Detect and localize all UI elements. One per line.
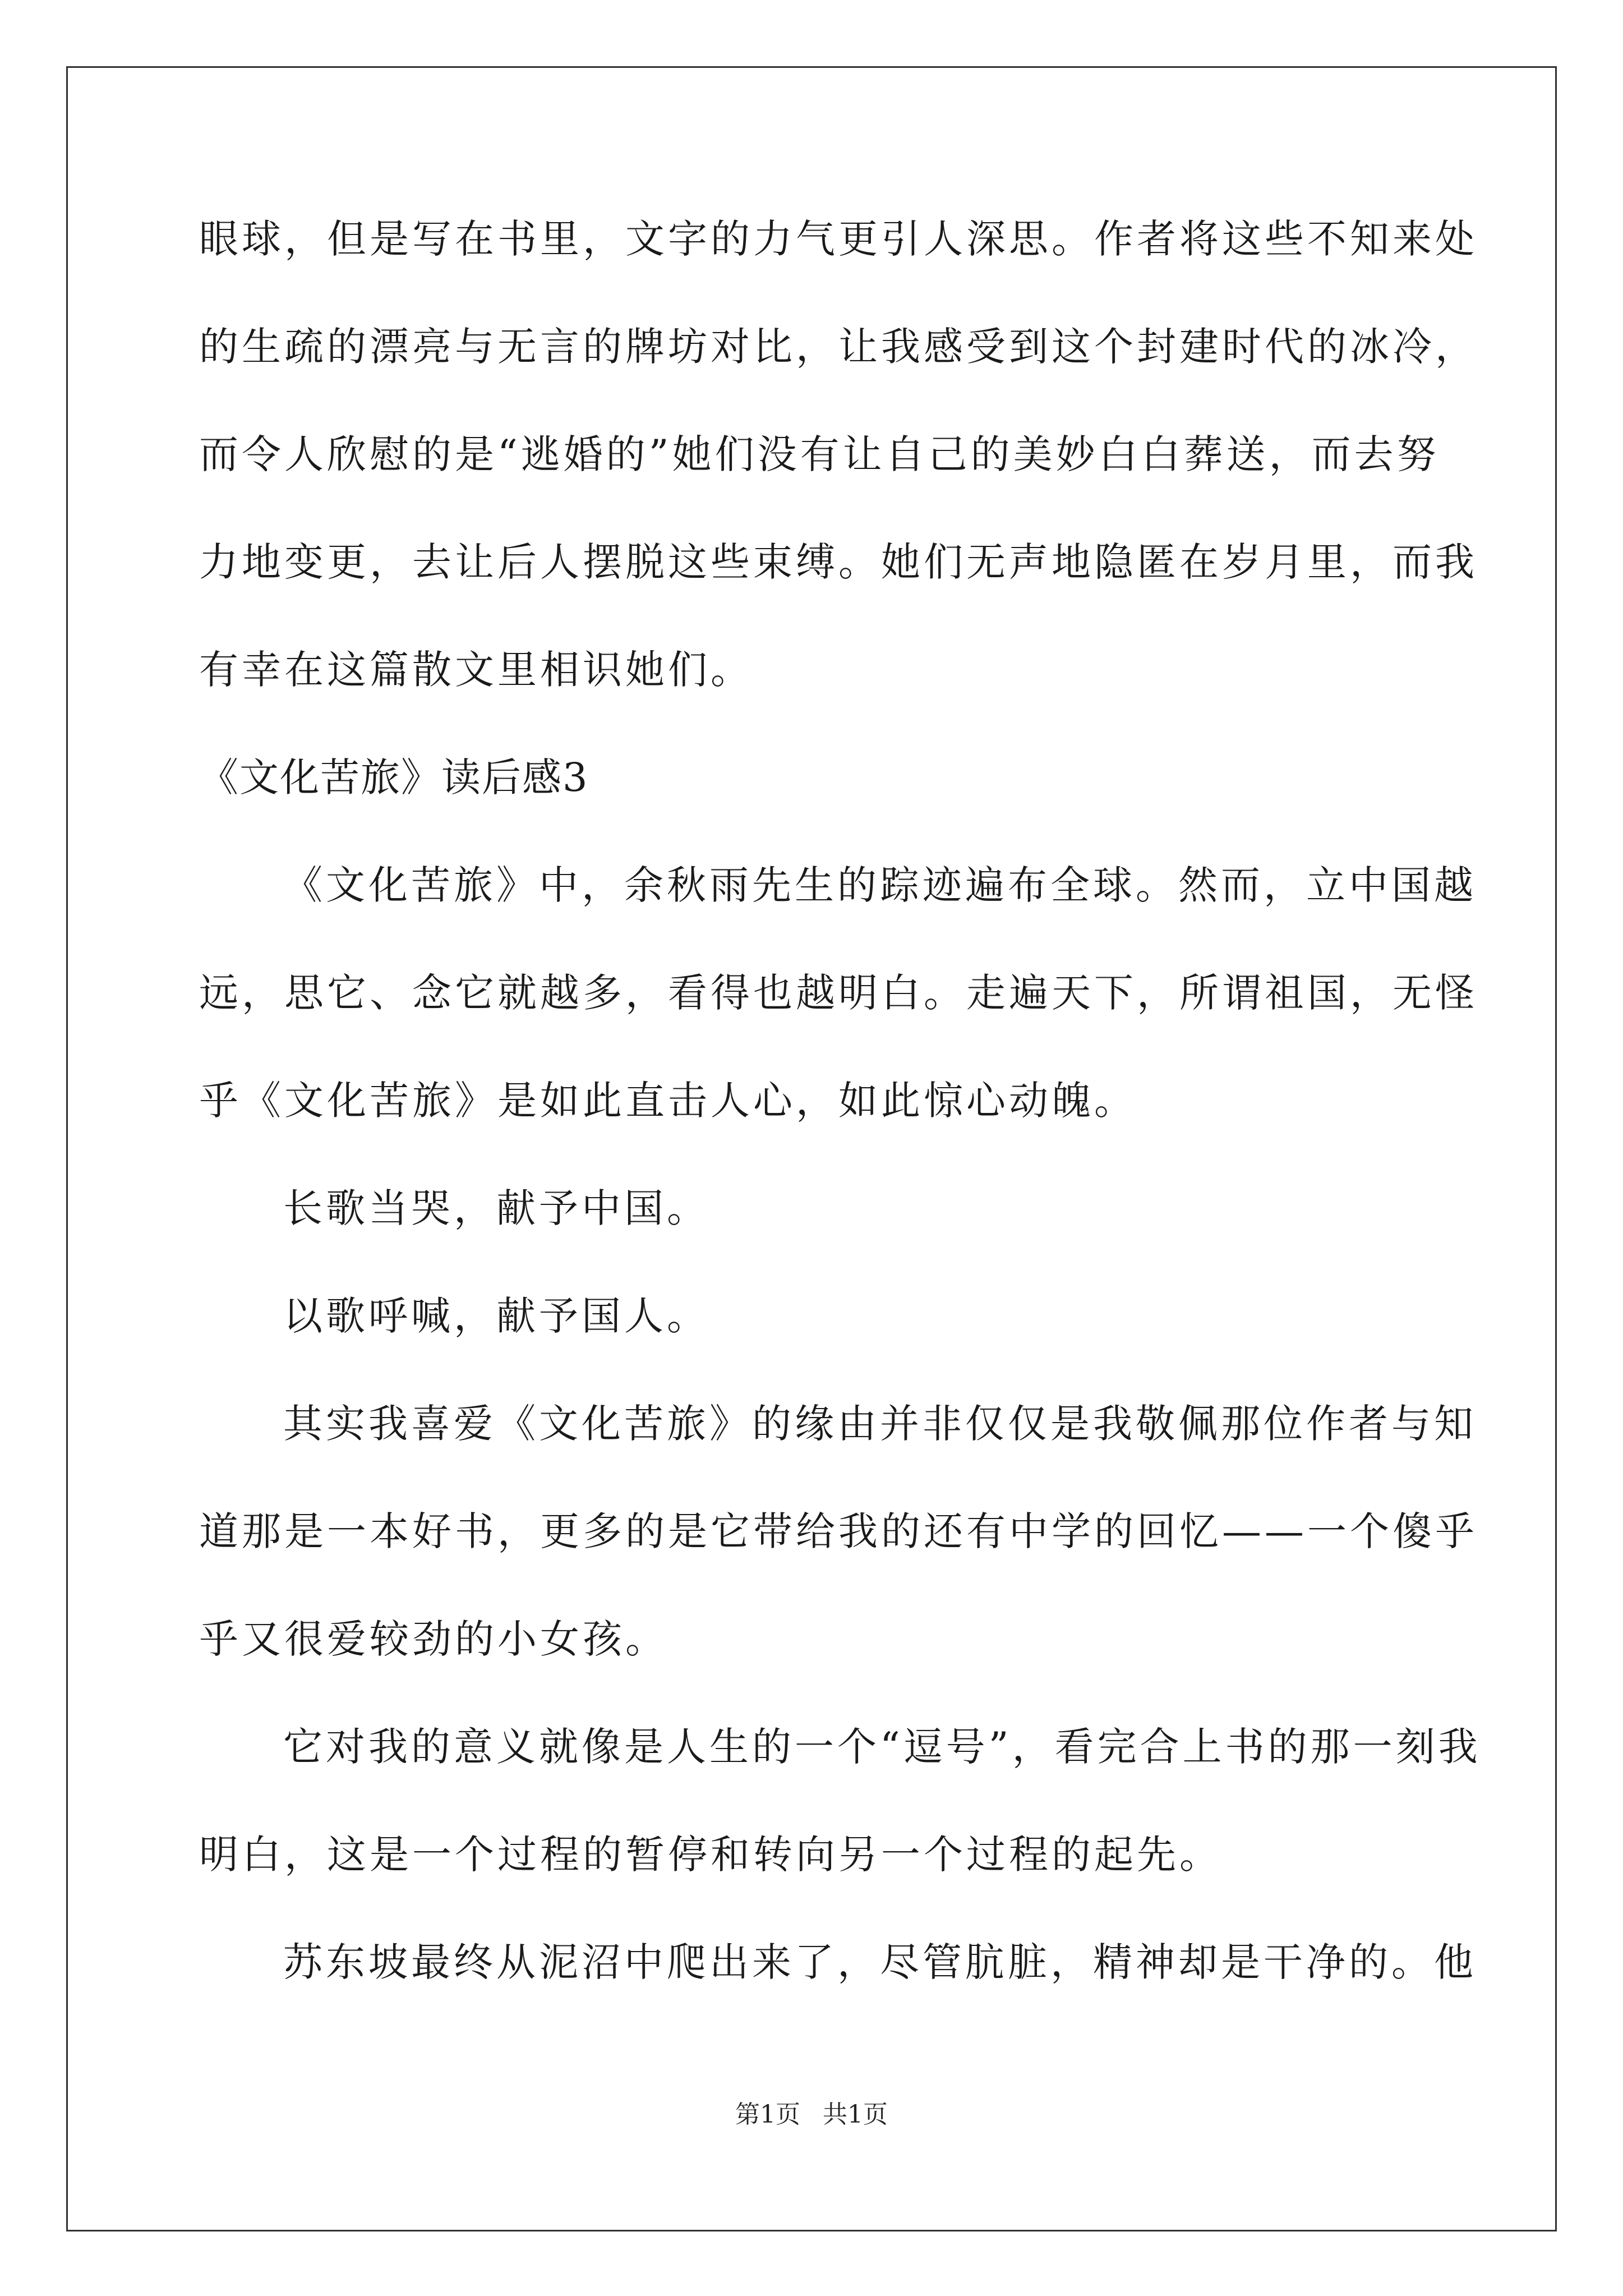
paragraph-first-line: 其实我喜爱《文化苦旅》的缘由并非仅仅是我敬佩那位作者与知 [283, 1401, 1477, 1447]
text-line: 有幸在这篇散文里相识她们。 [199, 647, 753, 693]
document-body [199, 212, 1481, 2043]
text-line: 的生疏的漂亮与无言的牌坊对比，让我感受到这个封建时代的冰冷， [199, 324, 1478, 370]
page-number: 第1页 [735, 2100, 800, 2129]
section-heading: 《文化苦旅》读后感3 [199, 754, 589, 800]
paragraph-first-line: 以歌呼喊，献予国人。 [283, 1293, 709, 1339]
page-total: 共1页 [823, 2100, 888, 2129]
text-line: 乎又很爱较劲的小女孩。 [199, 1616, 668, 1662]
text-line: 力地变更，去让后人摆脱这些束缚。她们无声地隐匿在岁月里，而我 [199, 539, 1478, 585]
text-line: 明白，这是一个过程的暂停和转向另一个过程的起先。 [199, 1832, 1222, 1878]
text-line: 远，思它、念它就越多，看得也越明白。走遍天下，所谓祖国，无怪 [199, 970, 1478, 1016]
paragraph-first-line: 苏东坡最终从泥沼中爬出来了，尽管肮脏，精神却是干净的。他 [283, 1939, 1477, 1985]
text-line: 而令人欣慰的是“逃婚的”她们没有让自己的美妙白白葬送，而去努 [199, 431, 1440, 477]
text-line: 眼球，但是写在书里，文字的力气更引人深思。作者将这些不知来处 [199, 216, 1478, 262]
paragraph-first-line: 《文化苦旅》中，余秋雨先生的踪迹遍布全球。然而，立中国越 [283, 862, 1477, 908]
paragraph-first-line: 长歌当哭，献予中国。 [283, 1185, 709, 1231]
page-footer [0, 2098, 1623, 2132]
text-line: 道那是一本好书，更多的是它带给我的还有中学的回忆——一个傻乎 [199, 1508, 1478, 1554]
paragraph-first-line: 它对我的意义就像是人生的一个“逗号”，看完合上书的那一刻我 [283, 1724, 1481, 1770]
text-line: 乎《文化苦旅》是如此直击人心，如此惊心动魄。 [199, 1078, 1137, 1124]
